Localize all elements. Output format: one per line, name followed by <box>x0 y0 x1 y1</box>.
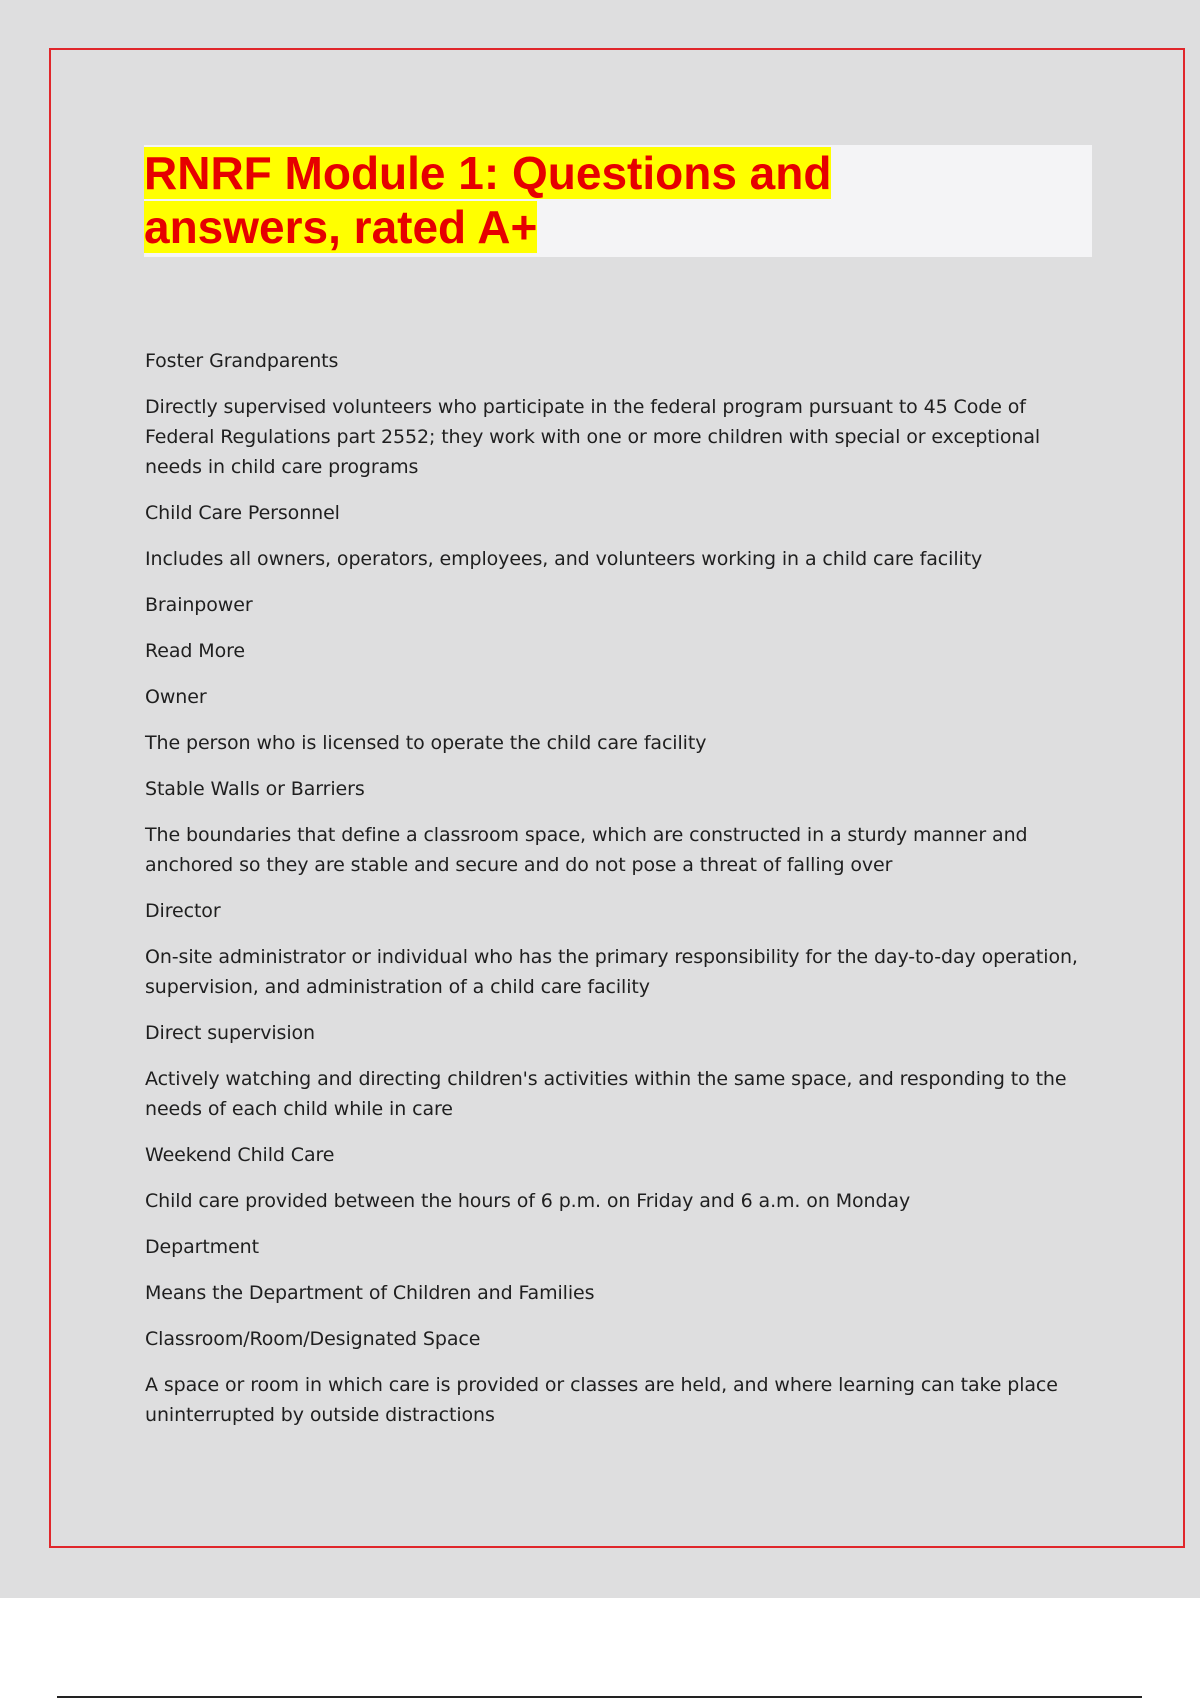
read-more-link[interactable]: Read More <box>145 640 245 662</box>
entry-definition: The person who is licensed to operate the child care facility <box>145 732 707 754</box>
entry-term: Owner <box>145 686 207 708</box>
entry-term: Weekend Child Care <box>145 1144 335 1166</box>
entry-definition: Means the Department of Children and Families <box>145 1282 595 1304</box>
qa-list <box>145 346 1090 1446</box>
entry-term: Stable Walls or Barriers <box>145 778 365 800</box>
entry-definition: Includes all owners, operators, employees, and volunteers working in a child care facility <box>145 548 983 570</box>
entry-definition: Directly supervised volunteers who participate in the federal program pursuant to 45 Code of Federal Regulations part 2552; they work with one or more children with special or exceptional needs in child care programs <box>145 396 1041 478</box>
entry-term: Child Care Personnel <box>145 502 340 524</box>
entry-term: Classroom/Room/Designated Space <box>145 1328 481 1350</box>
entry-definition: Actively watching and directing children's activities within the same space, and responding to the needs of each child while in care <box>145 1068 1067 1120</box>
entry-definition: The boundaries that define a classroom space, which are constructed in a sturdy manner and anchored so they are stable and secure and do not pose a threat of falling over <box>145 824 1028 876</box>
page-title <box>144 146 904 254</box>
entry-definition: Child care provided between the hours of 6 p.m. on Friday and 6 a.m. on Monday <box>145 1190 911 1212</box>
entry-definition: A space or room in which care is provided or classes are held, and where learning can take place uninterrupted by outside distractions <box>145 1374 1058 1426</box>
entry-term: Foster Grandparents <box>145 350 339 372</box>
entry-term: Brainpower <box>145 594 253 616</box>
entry-term: Direct supervision <box>145 1022 315 1044</box>
entry-definition: On-site administrator or individual who has the primary responsibility for the day-to-day operation, supervision, and administration of a child care facility <box>145 946 1078 998</box>
bottom-divider <box>57 1696 1142 1698</box>
entry-term: Director <box>145 900 221 922</box>
title-highlight: RNRF Module 1: Questions and answers, rated A+ <box>144 147 832 253</box>
entry-term: Department <box>145 1236 259 1258</box>
